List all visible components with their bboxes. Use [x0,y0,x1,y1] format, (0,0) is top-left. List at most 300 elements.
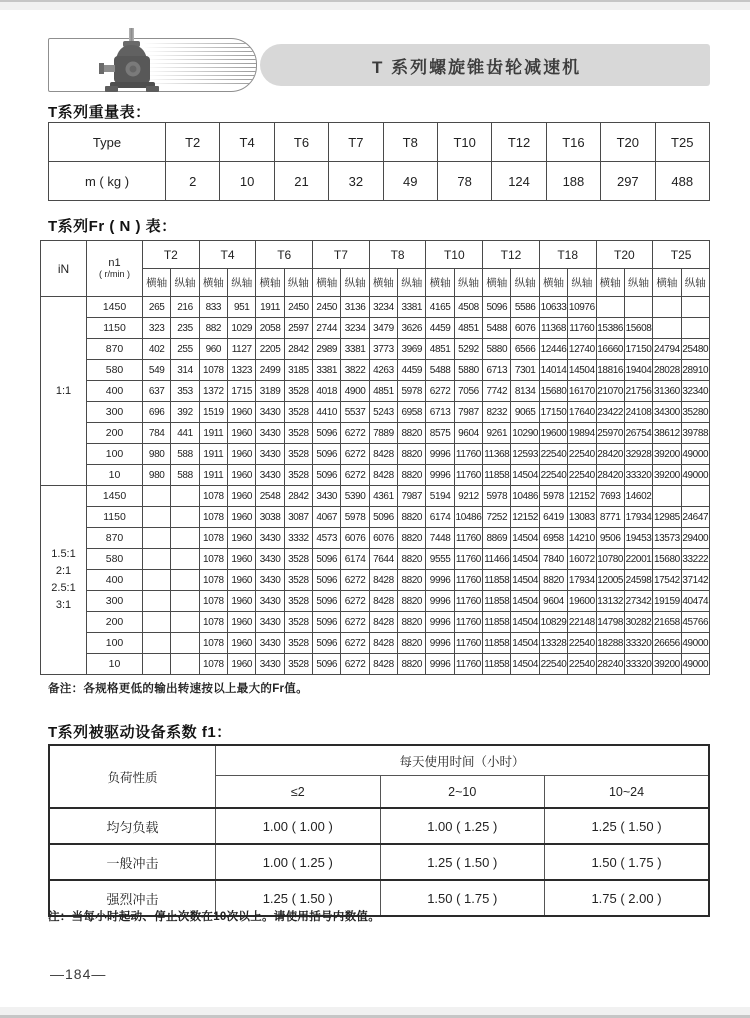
fr-value-cell: 28910 [681,360,709,381]
fr-value-cell: 40474 [681,591,709,612]
fr-value-cell: 3528 [284,423,312,444]
fr-value-cell: 18288 [596,633,624,654]
fr-value-cell: 4459 [398,360,426,381]
fr-table-title: T系列Fr ( N ) 表： [48,218,177,235]
fr-data-row [41,402,710,423]
f1-value-cell: 1.50 ( 1.75 ) [545,844,710,880]
weight-mass-cell: 488 [655,162,709,201]
fr-value-cell: 24598 [624,570,652,591]
fr-value-cell: 1960 [228,444,256,465]
fr-value-cell: 17640 [568,402,596,423]
fr-value-cell: 24794 [653,339,681,360]
fr-value-cell: 6272 [341,444,369,465]
fr-value-cell: 8820 [398,633,426,654]
fr-value-cell [624,297,652,318]
fr-value-cell: 3430 [256,444,284,465]
fr-value-cell: 2450 [313,297,341,318]
fr-value-cell [143,654,171,675]
fr-value-cell: 49000 [681,633,709,654]
fr-value-cell: 3038 [256,507,284,528]
fr-axis-header: 横轴 [313,269,341,297]
fr-value-cell: 1078 [199,528,227,549]
fr-data-row [41,423,710,444]
fr-value-cell: 4573 [313,528,341,549]
fr-value-cell: 3185 [284,360,312,381]
fr-value-cell: 17150 [624,339,652,360]
fr-value-cell: 12152 [511,507,539,528]
fr-value-cell: 12985 [653,507,681,528]
fr-value-cell: 265 [143,297,171,318]
fr-ratio-line: 2:1 [55,565,72,577]
fr-value-cell: 3528 [284,633,312,654]
header-title-band [260,44,710,86]
fr-value-cell: 1911 [199,423,227,444]
fr-value-cell: 5488 [483,318,511,339]
fr-value-cell: 13083 [568,507,596,528]
fr-value-cell: 3528 [284,612,312,633]
fr-value-cell: 17934 [568,570,596,591]
fr-value-cell: 1911 [199,444,227,465]
fr-value-cell: 26754 [624,423,652,444]
fr-value-cell: 8820 [398,654,426,675]
fr-value-cell: 45766 [681,612,709,633]
fr-value-cell: 34300 [653,402,681,423]
fr-axis-header: 横轴 [143,269,171,297]
fr-value-cell: 6419 [539,507,567,528]
fr-value-cell: 5096 [313,633,341,654]
fr-value-cell: 3234 [341,318,369,339]
fr-value-cell: 9604 [539,591,567,612]
fr-value-cell: 4900 [341,381,369,402]
fr-value-cell: 11760 [454,570,482,591]
fr-value-cell: 49000 [681,444,709,465]
weight-mass-cell: 297 [601,162,655,201]
fr-value-cell: 3234 [369,297,397,318]
fr-value-cell: 6713 [483,360,511,381]
fr-type-header: T4 [199,241,256,269]
fr-value-cell: 1078 [199,486,227,507]
fr-axis-header: 横轴 [483,269,511,297]
weight-type-cell: T20 [601,123,655,162]
fr-value-cell: 7644 [369,549,397,570]
fr-value-cell: 11760 [568,318,596,339]
fr-value-cell: 3773 [369,339,397,360]
fr-type-header: T18 [539,241,596,269]
f1-value-cell: 1.25 ( 1.50 ) [380,844,545,880]
fr-value-cell: 5096 [369,507,397,528]
fr-data-row [41,507,710,528]
weight-mass-cell: 32 [329,162,383,201]
fr-value-cell: 8820 [539,570,567,591]
fr-value-cell: 8428 [369,633,397,654]
fr-value-cell: 1960 [228,654,256,675]
f1-table [48,744,710,917]
fr-data-row [41,528,710,549]
fr-data-row [41,297,710,318]
fr-value-cell: 14504 [511,591,539,612]
fr-axis-header: 横轴 [596,269,624,297]
fr-value-cell: 14504 [511,612,539,633]
f1-value-cell: 1.00 ( 1.25 ) [216,844,381,880]
fr-value-cell: 23422 [596,402,624,423]
fr-value-cell: 1372 [199,381,227,402]
fr-data-row [41,486,710,507]
fr-header-type-row [41,241,710,269]
fr-axis-header: 横轴 [539,269,567,297]
fr-value-cell: 3381 [313,360,341,381]
fr-ratio-line: 3:1 [55,599,72,611]
fr-value-cell [171,486,199,507]
fr-axis-header: 横轴 [369,269,397,297]
fr-value-cell: 1960 [228,486,256,507]
fr-value-cell: 14504 [511,570,539,591]
fr-value-cell: 33320 [624,465,652,486]
fr-value-cell: 8820 [398,423,426,444]
fr-value-cell: 2842 [284,339,312,360]
fr-type-header: T25 [653,241,710,269]
fr-value-cell: 4361 [369,486,397,507]
fr-value-cell: 28420 [596,465,624,486]
fr-value-cell: 5537 [341,402,369,423]
f1-value-cell: 1.25 ( 1.50 ) [545,808,710,844]
fr-value-cell [143,486,171,507]
fr-axis-header: 纵轴 [398,269,426,297]
fr-value-cell: 353 [171,381,199,402]
fr-value-cell: 17150 [539,402,567,423]
fr-n1-cell: 200 [87,423,143,444]
fr-value-cell: 3528 [284,591,312,612]
fr-value-cell: 882 [199,318,227,339]
fr-value-cell: 22540 [568,444,596,465]
f1-load-label: 均匀负载 [49,808,216,844]
fr-type-header: T6 [256,241,313,269]
fr-value-cell: 12740 [568,339,596,360]
f1-value-cell: 1.25 ( 1.50 ) [216,880,381,916]
fr-value-cell: 28420 [596,444,624,465]
weight-mass-cell: 2 [166,162,220,201]
fr-value-cell: 10780 [596,549,624,570]
fr-value-cell: 8428 [369,465,397,486]
fr-value-cell: 21070 [596,381,624,402]
fr-value-cell: 10633 [539,297,567,318]
fr-value-cell: 8771 [596,507,624,528]
fr-value-cell: 5096 [313,654,341,675]
fr-value-cell: 9996 [426,612,454,633]
fr-value-cell: 7987 [398,486,426,507]
fr-value-cell: 6272 [341,612,369,633]
fr-n1-cell: 870 [87,528,143,549]
fr-value-cell: 38612 [653,423,681,444]
fr-value-cell: 3430 [256,591,284,612]
weight-mass-cell: 49 [383,162,437,201]
fr-value-cell: 1078 [199,591,227,612]
fr-value-cell: 9996 [426,444,454,465]
weight-mass-label: m ( kg ) [49,162,166,201]
f1-table-note: 注：当每小时起动、停止次数在10次以上。请使用括号内数值。 [48,911,380,923]
fr-value-cell: 3189 [256,381,284,402]
fr-value-cell: 13573 [653,528,681,549]
fr-value-cell: 11760 [454,444,482,465]
fr-value-cell: 6713 [426,402,454,423]
fr-value-cell: 7301 [511,360,539,381]
fr-value-cell: 19159 [653,591,681,612]
fr-axis-header: 横轴 [256,269,284,297]
fr-value-cell: 8428 [369,654,397,675]
fr-value-cell: 5880 [483,339,511,360]
fr-value-cell: 3430 [256,570,284,591]
fr-value-cell: 235 [171,318,199,339]
fr-value-cell: 3430 [256,633,284,654]
fr-value-cell: 12446 [539,339,567,360]
fr-value-cell [653,486,681,507]
fr-header-n1 [87,241,143,297]
fr-axis-header: 纵轴 [681,269,709,297]
fr-value-cell [143,591,171,612]
fr-value-cell: 5194 [426,486,454,507]
fr-value-cell: 5586 [511,297,539,318]
fr-value-cell: 11858 [483,465,511,486]
fr-value-cell: 11760 [454,654,482,675]
fr-data-row [41,444,710,465]
weight-type-cell: T4 [220,123,274,162]
fr-value-cell: 1960 [228,528,256,549]
fr-value-cell: 15608 [624,318,652,339]
fr-value-cell: 9604 [454,423,482,444]
fr-value-cell: 18816 [596,360,624,381]
fr-value-cell: 8820 [398,507,426,528]
fr-value-cell: 17542 [653,570,681,591]
fr-data-row [41,570,710,591]
fr-value-cell: 7987 [454,402,482,423]
fr-value-cell [681,318,709,339]
f1-load-label: 强烈冲击 [49,880,216,916]
fr-value-cell: 14504 [511,549,539,570]
fr-value-cell: 549 [143,360,171,381]
fr-value-cell [171,654,199,675]
fr-value-cell: 11368 [483,444,511,465]
fr-value-cell: 11858 [483,654,511,675]
fr-value-cell: 25480 [681,339,709,360]
fr-value-cell: 588 [171,444,199,465]
fr-value-cell: 22540 [568,465,596,486]
fr-value-cell: 2842 [284,486,312,507]
fr-value-cell: 26656 [653,633,681,654]
fr-value-cell: 3479 [369,318,397,339]
fr-n1-cell: 1150 [87,507,143,528]
fr-value-cell: 6272 [341,654,369,675]
fr-value-cell: 6566 [511,339,539,360]
fr-axis-header: 纵轴 [454,269,482,297]
fr-value-cell: 3430 [256,654,284,675]
fr-value-cell: 3430 [256,612,284,633]
fr-value-cell: 8428 [369,591,397,612]
fr-value-cell: 9996 [426,465,454,486]
fr-value-cell [681,297,709,318]
fr-value-cell: 15386 [596,318,624,339]
fr-value-cell: 9555 [426,549,454,570]
weight-mass-cell: 10 [220,162,274,201]
fr-value-cell: 3332 [284,528,312,549]
fr-value-cell: 216 [171,297,199,318]
fr-ratio-line: 1:1 [55,384,72,397]
fr-value-cell: 3528 [284,444,312,465]
fr-value-cell: 5243 [369,402,397,423]
fr-value-cell [171,507,199,528]
fr-value-cell: 33320 [624,654,652,675]
fr-value-cell: 11858 [483,570,511,591]
fr-value-cell: 1960 [228,402,256,423]
fr-value-cell: 14504 [568,360,596,381]
weight-type-cell: T12 [492,123,546,162]
fr-table [40,240,710,675]
header-banner [48,36,710,94]
weight-type-cell: T16 [546,123,600,162]
weight-mass-row [49,162,710,201]
fr-value-cell: 7840 [539,549,567,570]
fr-value-cell: 14504 [511,465,539,486]
f1-time-header: 每天使用时间（小时） [216,745,710,776]
fr-value-cell: 3528 [284,570,312,591]
fr-value-cell: 37142 [681,570,709,591]
fr-value-cell: 3822 [341,360,369,381]
fr-n1-cell: 870 [87,339,143,360]
fr-value-cell: 1078 [199,612,227,633]
fr-value-cell: 6958 [539,528,567,549]
page-title: T 系列螺旋锥齿轮减速机 [372,57,582,77]
fr-value-cell: 7056 [454,381,482,402]
fr-value-cell: 6272 [341,423,369,444]
fr-value-cell: 16072 [568,549,596,570]
fr-axis-header: 横轴 [426,269,454,297]
fr-type-header: T10 [426,241,483,269]
fr-table-note: 备注：各规格更低的输出转速按以上最大的Fr值。 [48,683,308,695]
f1-time-col: 2~10 [380,776,545,809]
fr-value-cell: 1960 [228,423,256,444]
fr-value-cell: 32928 [624,444,652,465]
fr-type-header: T12 [483,241,540,269]
fr-value-cell: 1911 [199,465,227,486]
fr-value-cell: 2989 [313,339,341,360]
fr-value-cell [143,612,171,633]
fr-value-cell: 1127 [228,339,256,360]
fr-n1-cell: 1450 [87,486,143,507]
fr-type-header: T2 [143,241,200,269]
fr-value-cell: 5096 [313,549,341,570]
fr-value-cell: 784 [143,423,171,444]
fr-value-cell: 3528 [284,549,312,570]
fr-value-cell [653,318,681,339]
fr-value-cell: 12152 [568,486,596,507]
fr-value-cell: 1078 [199,360,227,381]
fr-value-cell: 6272 [341,465,369,486]
weight-table-title: T系列重量表： [48,104,151,121]
fr-value-cell: 11466 [483,549,511,570]
fr-value-cell: 8575 [426,423,454,444]
fr-type-header: T20 [596,241,653,269]
fr-header-n1-line1: n1 [108,257,121,269]
fr-value-cell: 49000 [681,654,709,675]
fr-value-cell: 1078 [199,507,227,528]
weight-mass-cell: 124 [492,162,546,201]
fr-value-cell: 5096 [313,591,341,612]
fr-value-cell: 441 [171,423,199,444]
fr-value-cell [171,570,199,591]
fr-value-cell: 951 [228,297,256,318]
fr-data-row [41,339,710,360]
f1-load-label: 一般冲击 [49,844,216,880]
fr-value-cell: 11368 [539,318,567,339]
fr-value-cell: 11760 [454,549,482,570]
fr-value-cell: 24108 [624,402,652,423]
fr-value-cell: 960 [199,339,227,360]
fr-value-cell [143,507,171,528]
fr-value-cell: 21658 [653,612,681,633]
fr-value-cell: 14504 [511,654,539,675]
fr-value-cell: 3136 [341,297,369,318]
fr-value-cell: 14210 [568,528,596,549]
fr-value-cell: 25970 [596,423,624,444]
fr-data-row [41,549,710,570]
fr-value-cell [171,633,199,654]
fr-value-cell: 3430 [256,465,284,486]
fr-value-cell: 11858 [483,612,511,633]
fr-value-cell [171,528,199,549]
fr-value-cell: 33222 [681,549,709,570]
f1-value-cell: 1.75 ( 2.00 ) [545,880,710,916]
fr-n1-cell: 100 [87,444,143,465]
fr-type-header: T7 [313,241,370,269]
weight-type-cell: T2 [166,123,220,162]
fr-value-cell: 6272 [341,570,369,591]
fr-value-cell: 8820 [398,549,426,570]
fr-value-cell: 4410 [313,402,341,423]
fr-value-cell: 8428 [369,444,397,465]
fr-value-cell: 2450 [284,297,312,318]
fr-value-cell: 3430 [256,549,284,570]
fr-value-cell: 14602 [624,486,652,507]
fr-value-cell: 3528 [284,654,312,675]
fr-value-cell: 1911 [256,297,284,318]
fr-value-cell: 6272 [341,591,369,612]
fr-value-cell: 8134 [511,381,539,402]
fr-value-cell: 9996 [426,633,454,654]
fr-value-cell: 1078 [199,570,227,591]
page-bottom-edge [0,1007,750,1018]
fr-value-cell: 8428 [369,570,397,591]
weight-table [48,122,710,201]
fr-value-cell: 5096 [313,444,341,465]
weight-type-cell: T10 [437,123,491,162]
fr-value-cell: 27342 [624,591,652,612]
fr-value-cell: 4508 [454,297,482,318]
fr-axis-header: 横轴 [199,269,227,297]
fr-value-cell: 392 [171,402,199,423]
fr-value-cell: 5096 [313,465,341,486]
f1-load-header: 负荷性质 [49,745,216,808]
fr-data-row [41,633,710,654]
fr-value-cell: 3381 [341,339,369,360]
fr-value-cell: 1960 [228,507,256,528]
fr-value-cell: 3381 [398,297,426,318]
weight-type-cell: T6 [274,123,328,162]
fr-value-cell: 1078 [199,654,227,675]
f1-value-cell: 1.00 ( 1.25 ) [380,808,545,844]
fr-value-cell: 39200 [653,654,681,675]
f1-table-title: T系列被驱动设备系数 f1： [48,724,232,741]
fr-value-cell: 19600 [568,591,596,612]
fr-value-cell: 5488 [426,360,454,381]
fr-data-row [41,318,710,339]
